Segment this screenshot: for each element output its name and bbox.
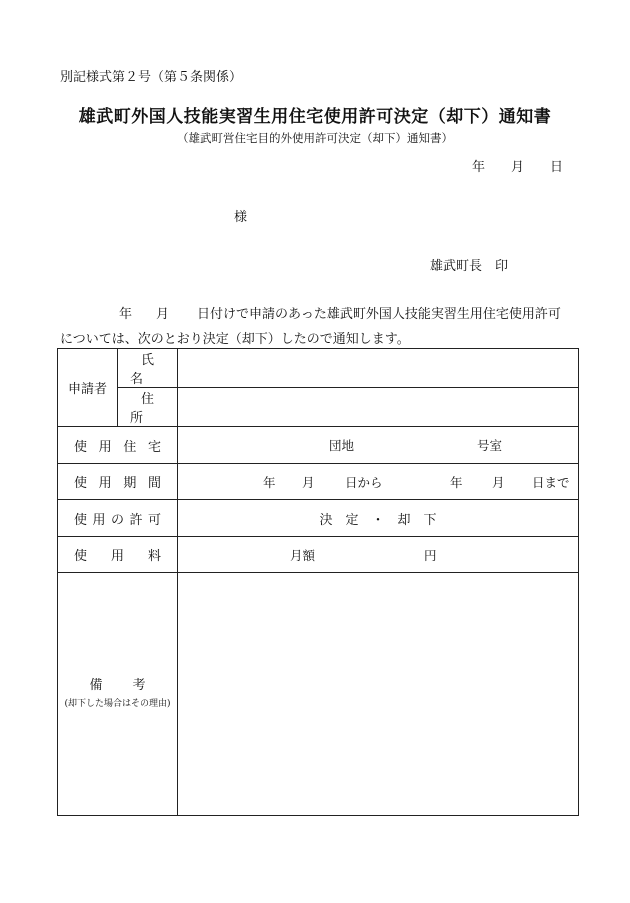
period-label: 使用期間 bbox=[58, 464, 178, 500]
name-field[interactable] bbox=[178, 349, 579, 388]
permit-field[interactable] bbox=[178, 500, 579, 537]
address-field[interactable] bbox=[178, 388, 579, 427]
housing-room: 号室 bbox=[477, 438, 503, 453]
remarks-label-cell bbox=[58, 573, 178, 816]
period-day-from: 日から bbox=[345, 474, 383, 490]
period-month-from: 月 bbox=[302, 474, 315, 490]
period-day-to: 日まで bbox=[532, 474, 570, 490]
date-day-label: 日 bbox=[550, 160, 564, 175]
housing-field[interactable] bbox=[178, 427, 579, 464]
addressee-suffix: 様 bbox=[234, 210, 248, 225]
body-year: 年 bbox=[119, 307, 133, 322]
name-label: 氏 名 bbox=[118, 349, 178, 388]
period-year-from: 年 bbox=[263, 474, 276, 490]
address-label: 住 所 bbox=[118, 388, 178, 427]
date-year-label: 年 bbox=[472, 160, 486, 175]
body-line-2: については、次のとおり決定（却下）したので通知します。 bbox=[60, 332, 410, 347]
remarks-label: 備考 bbox=[89, 678, 176, 694]
notice-table bbox=[57, 348, 579, 816]
fee-yen: 円 bbox=[424, 547, 437, 563]
housing-label: 使用住宅 bbox=[58, 427, 178, 464]
body-month: 月 bbox=[156, 307, 170, 322]
date-month-label: 月 bbox=[511, 160, 525, 175]
period-month-to: 月 bbox=[492, 474, 505, 490]
permit-label: 使用の許可 bbox=[58, 500, 178, 537]
fee-label: 使用料 bbox=[58, 537, 178, 573]
period-field[interactable] bbox=[178, 464, 579, 500]
document-subtitle: （雄武町営住宅目的外使用許可決定（却下）通知書） bbox=[177, 131, 453, 145]
fee-monthly: 月額 bbox=[290, 547, 316, 563]
remarks-field[interactable] bbox=[178, 573, 579, 816]
document-title: 雄武町外国人技能実習生用住宅使用許可決定（却下）通知書 bbox=[78, 107, 552, 127]
body-line-1-text: 日付けで申請のあった雄武町外国人技能実習生用住宅使用許可 bbox=[197, 307, 561, 322]
permit-value: 決 定 ・ 却 下 bbox=[319, 512, 437, 528]
remarks-note: (却下した場合はその理由) bbox=[64, 699, 171, 710]
housing-danchi: 団地 bbox=[329, 438, 355, 453]
fee-field[interactable] bbox=[178, 537, 579, 573]
period-year-to: 年 bbox=[450, 474, 463, 490]
issuer-seal: 雄武町長 印 bbox=[430, 259, 509, 274]
applicant-label: 申請者 bbox=[58, 349, 118, 427]
form-number: 別記様式第２号（第５条関係） bbox=[60, 70, 243, 85]
